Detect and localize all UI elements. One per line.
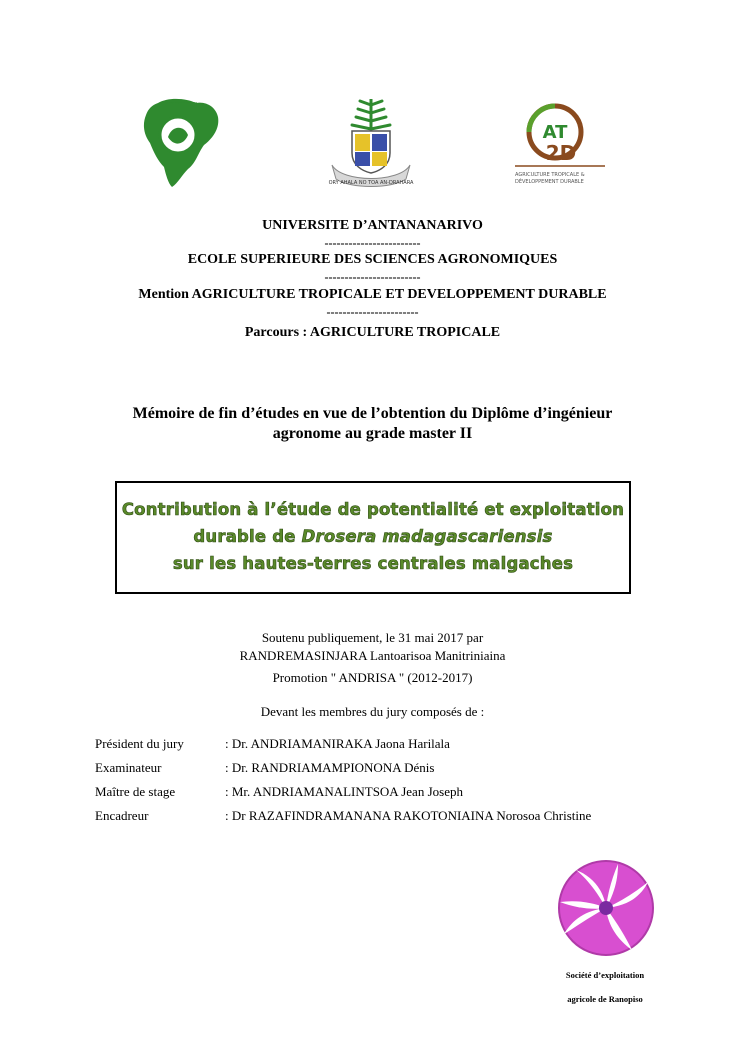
school-name: ECOLE SUPERIEURE DES SCIENCES AGRONOMIQUES xyxy=(187,252,558,267)
jury-member: : Mr. ANDRIAMANALINTSOA Jean Joseph xyxy=(225,784,463,799)
at2d-caption-2: DÉVELOPPEMENT DURABLE xyxy=(515,179,584,185)
separator-2: ------------------------ xyxy=(324,270,421,284)
svg-text:AT: AT xyxy=(542,122,568,143)
defense-date: Soutenu publiquement, le 31 mai 2017 par xyxy=(261,630,484,645)
partner-name-line-2: agricole de Ranopiso xyxy=(567,994,643,1004)
thesis-title-line-3: sur les hautes-terres centrales malgaches xyxy=(172,554,574,573)
separator-3: ----------------------- xyxy=(326,305,419,319)
africa-map-logo xyxy=(138,95,223,190)
svg-text:~~~~~~: ~~~~~~ xyxy=(162,99,198,107)
jury-role: Examinateur xyxy=(95,760,162,775)
memoire-line-1: Mémoire de fin d’études en vue de l’obtention du Diplôme d’ingénieur xyxy=(132,405,613,422)
thesis-title-line-2 xyxy=(117,527,629,546)
jury-role: Encadreur xyxy=(95,808,149,823)
partner-name-line-1: Société d’exploitation xyxy=(565,970,645,980)
at2d-caption-1: AGRICULTURE TROPICALE & xyxy=(515,172,585,178)
jury-intro: Devant les membres du jury composés de : xyxy=(260,704,485,719)
author-name: RANDREMASINJARA Lantoarisoa Manitriniaina xyxy=(239,648,506,663)
jury-member: : Dr. RANDRIAMAMPIONONA Dénis xyxy=(225,760,435,775)
university-name: UNIVERSITE D’ANTANANARIVO xyxy=(262,218,483,233)
separator-1: ------------------------ xyxy=(324,236,421,250)
university-emblem xyxy=(322,95,420,193)
species-name: Drosera madagascariensis xyxy=(301,527,553,546)
title-line-2-prefix: durable de xyxy=(193,527,302,546)
parcours: Parcours : AGRICULTURE TROPICALE xyxy=(244,325,501,340)
jury-role: Président du jury xyxy=(95,736,184,751)
at2d-logo xyxy=(515,100,607,190)
thesis-title-line-1: Contribution à l’étude de potentialité et exploitation xyxy=(121,500,625,519)
emblem-motto: ORY AHALA NO TOA AN-DRAHARA xyxy=(328,180,414,186)
thesis-title-box xyxy=(115,481,631,594)
svg-text:2D: 2D xyxy=(545,141,577,165)
mention: Mention AGRICULTURE TROPICALE ET DEVELOPPEMENT DURABLE xyxy=(138,287,607,302)
jury-role: Maître de stage xyxy=(95,784,176,799)
jury-member: : Dr RAZAFINDRAMANANA RAKOTONIAINA Norosoa Christine xyxy=(225,808,592,823)
flower-logo xyxy=(556,860,656,956)
memoire-line-2: agronome au grade master II xyxy=(272,425,473,442)
jury-member: : Dr. ANDRIAMANIRAKA Jaona Harilala xyxy=(225,736,450,751)
promotion: Promotion " ANDRISA " (2012-2017) xyxy=(272,670,473,685)
